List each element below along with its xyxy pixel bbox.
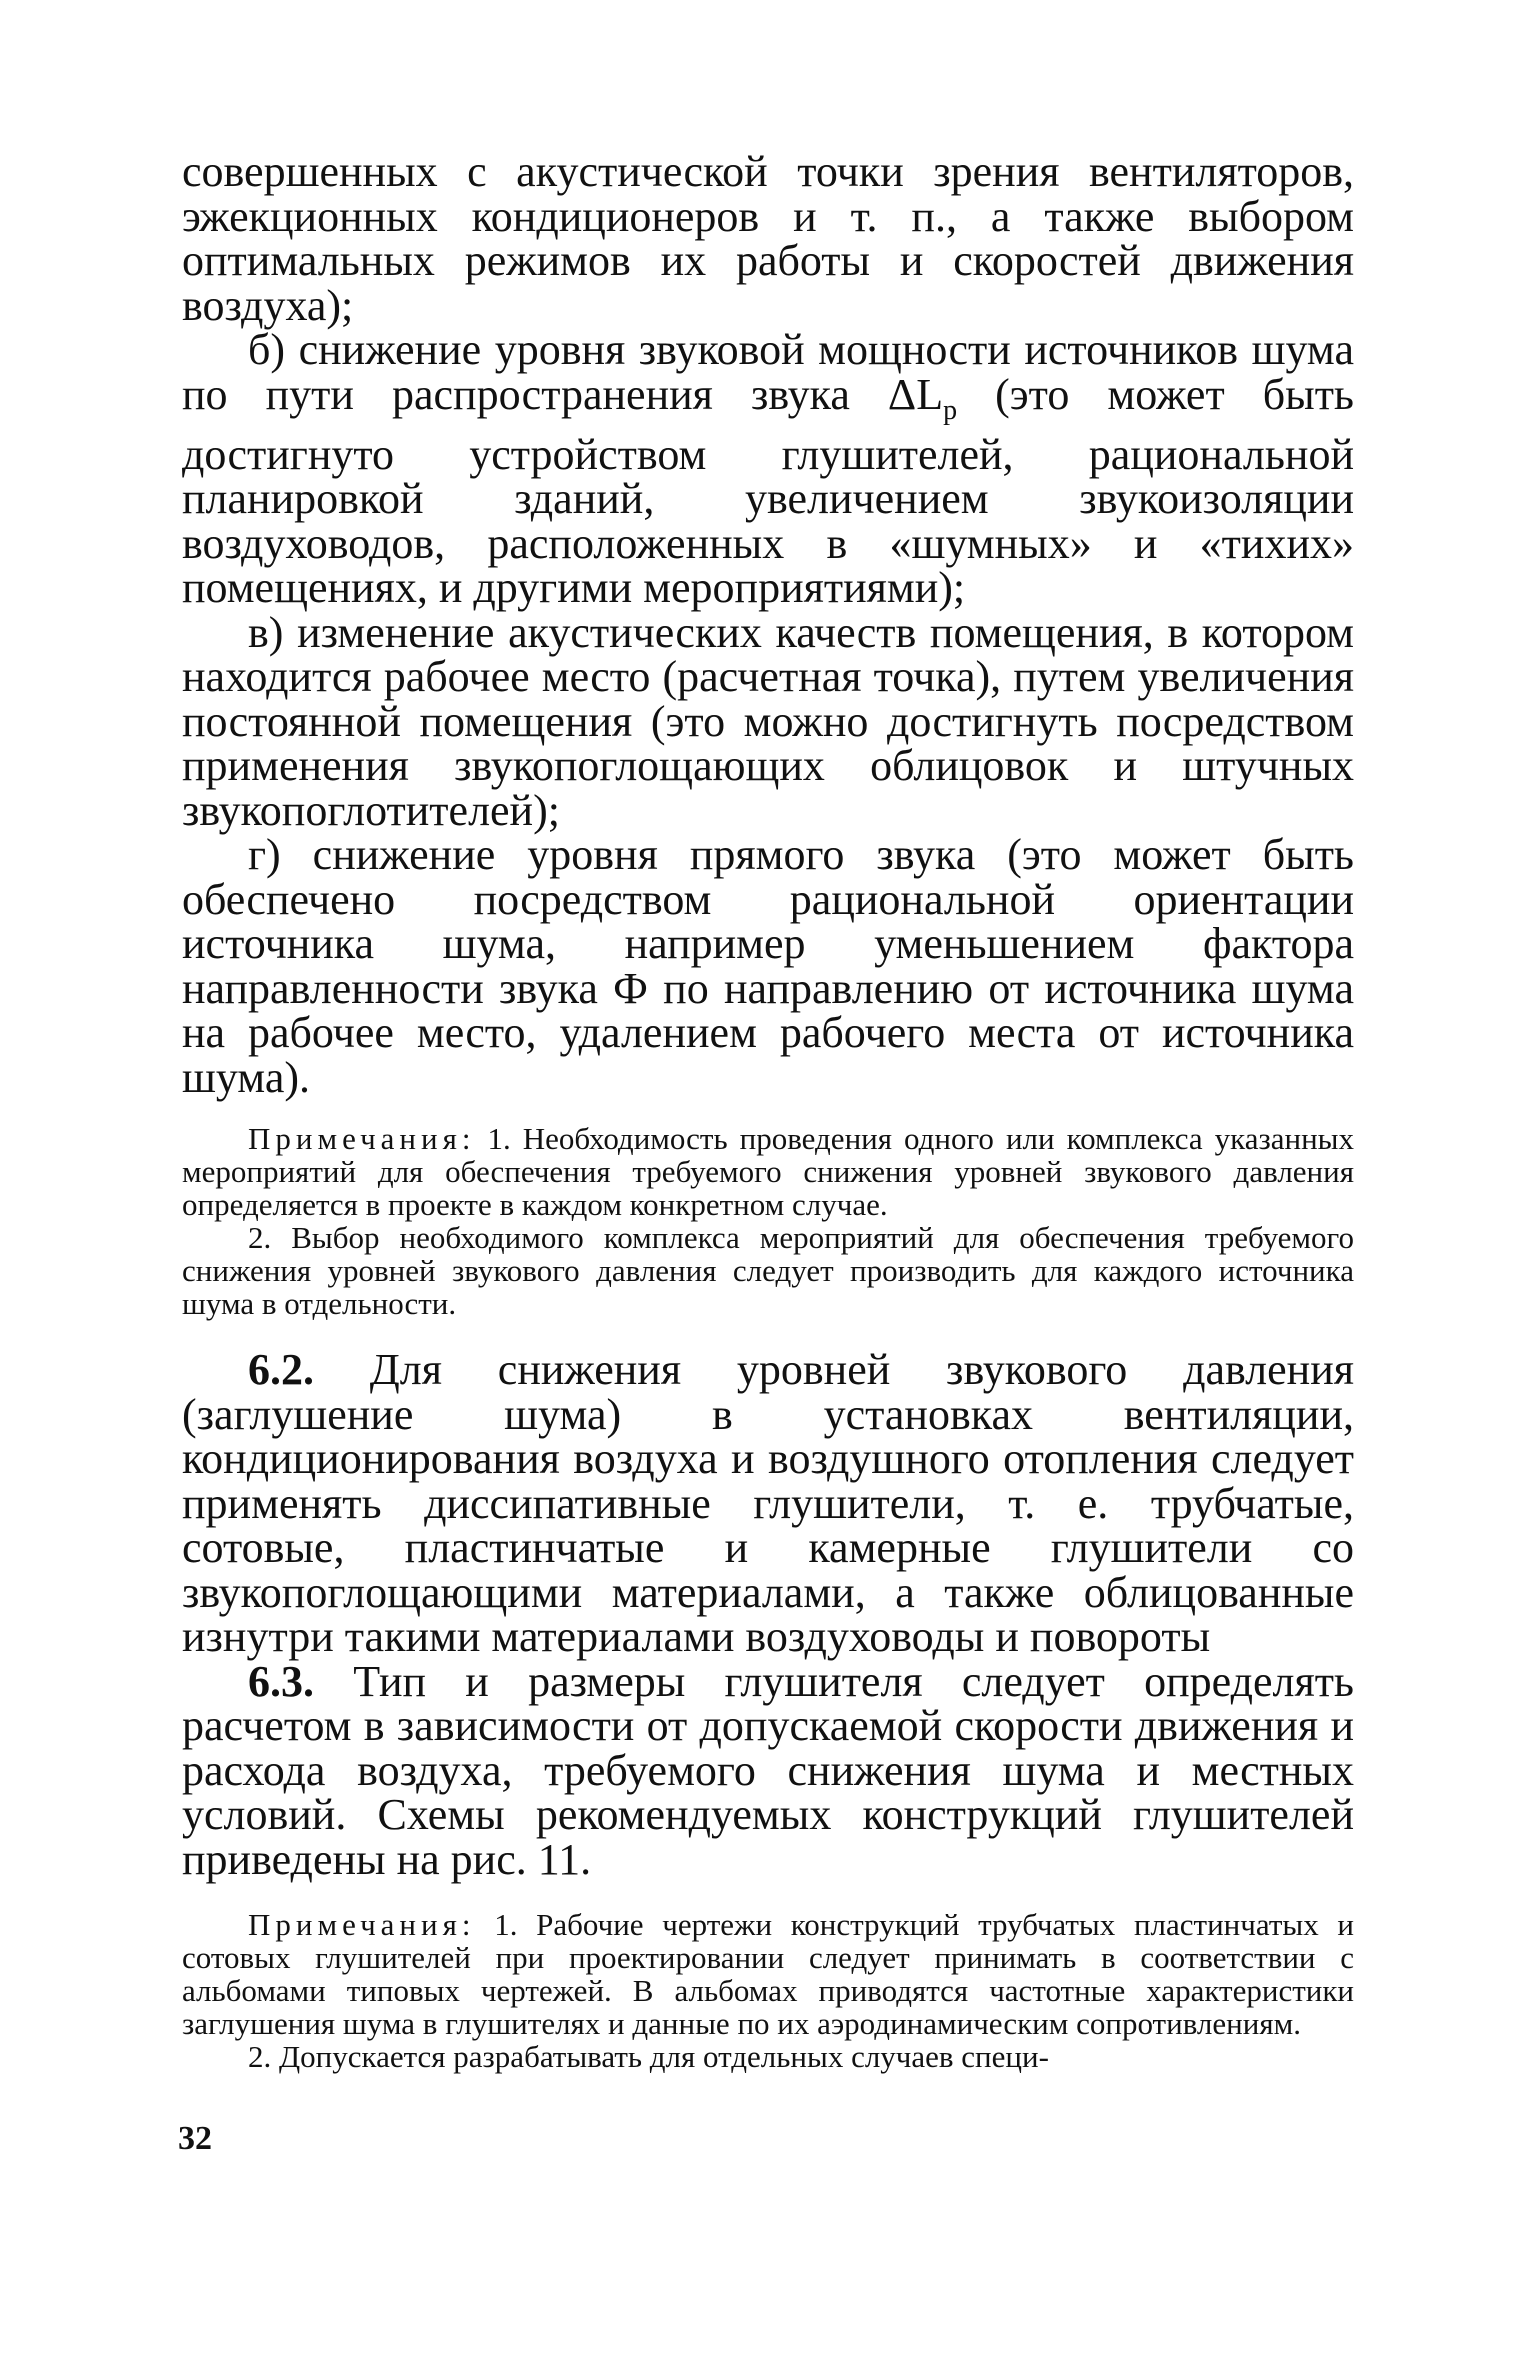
paragraph-continuation: совершенных с акустической точки зрения вентиляторов, эжекционных кондиционеров и т. п., а также выбором оптимальных режимов их работы и скоростей движения воздуха); — [182, 147, 1354, 330]
section-6-3-text: Тип и размеры глушителя следует определять расчетом в зависимости от допускаемой скорости движения и расхода воздуха, требуемого снижения шума и местных условий. Схемы рекомендуемых конструкций глушителей приведены на рис. 11. — [182, 1656, 1354, 1884]
note-2-item-1-text: 1. Рабочие чертежи конструкций трубчатых пластинчатых и сотовых глушителей при проектировании следует принимать в соответствии с альбомами типовых чертежей. В альбомах приводятся частотные характеристики заглушения шума в глушителях и данные по их аэродинамическим сопротивлениям. — [182, 1907, 1354, 2042]
paragraph-item-v: в) изменение акустических качеств помещения, в котором находится рабочее место (расчетная точка), путем увеличения постоянной помещения (это можно достигнуть посредством применения звукопоглощающих облицовок и штучных звукопоглотителей); — [182, 607, 1354, 835]
main-text-sections — [182, 1345, 1354, 1884]
section-6-2-number: 6.2. — [248, 1345, 314, 1395]
section-6-3 — [182, 1656, 1354, 1884]
note-1-item-1 — [182, 1122, 1354, 1221]
notes-label-2: Примечания: — [248, 1907, 476, 1943]
paragraph-item-b-text: б) снижение уровня звуковой мощности источников шума по пути распространения звука ΔL — [182, 325, 1354, 419]
note-2-item-1 — [182, 1908, 1354, 2040]
notes-block-2 — [182, 1908, 1354, 2073]
subscript-p: р — [943, 394, 958, 426]
note-1-item-1-text: 1. Необходимость проведения одного или комплекса указанных мероприятий для обеспечения требуемого снижения уровней звукового давления определяется в проекте в каждом конкретном случае. — [182, 1121, 1354, 1223]
note-2-item-2: 2. Допускается разрабатывать для отдельных случаев специ- — [248, 2039, 1049, 2075]
paragraph-item-g: г) снижение уровня прямого звука (это может быть обеспечено посредством рациональной ориентации источника шума, например уменьшением фактора направленности звука Ф по направлению от источника шума на рабочее место, удалением рабочего места от источника шума). — [182, 830, 1354, 1102]
text-column — [182, 147, 1354, 2075]
section-6-3-number: 6.3. — [248, 1656, 314, 1706]
paragraph-item-b-text-cont: (это может быть достигнуто устройством глушителей, рациональной планировкой зданий, увеличением звукоизоляции воздуховодов, расположенных в «шумных» и «тихих» помещениях, и другими мероприятиями); — [182, 369, 1354, 613]
main-text-top — [182, 147, 1354, 1102]
notes-block-1 — [182, 1122, 1354, 1320]
section-6-2-text: Для снижения уровней звукового давления (заглушение шума) в установках вентиляции, кондиционирования воздуха и воздушного отопления следует применять диссипативные глушители, т. е. трубчатые, сотовые, пластинчатые и камерные глушители со звукопоглощающими материалами, а также облицованные изнутри такими материалами воздуховоды и повороты — [182, 1345, 1354, 1662]
paragraph-item-b — [182, 325, 1354, 613]
notes-label-1: Примечания: — [248, 1121, 476, 1157]
note-1-item-2: 2. Выбор необходимого комплекса мероприятий для обеспечения требуемого снижения уровней звукового давления следует производить для каждого источника шума в отдельности. — [182, 1220, 1354, 1322]
section-6-2 — [182, 1345, 1354, 1662]
page-number: 32 — [178, 2120, 212, 2157]
